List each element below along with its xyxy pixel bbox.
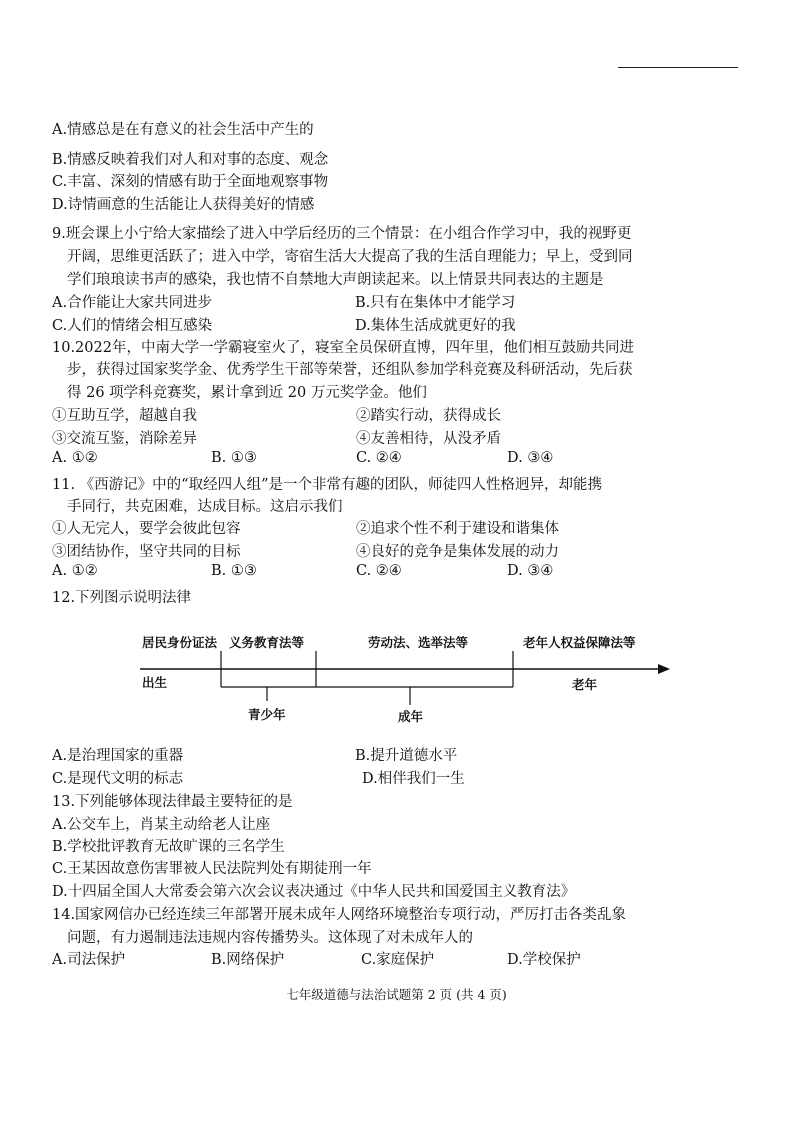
label-old-age: 老年 [572,677,598,692]
q10-stem-line3: 得 26 项学科竞赛奖，累计拿到近 20 万元奖学金。他们 [67,385,427,401]
label-compulsory-education-law: 义务教育法等 [229,635,305,650]
q11-statement-1: ①人无完人，要学会彼此包容 [52,521,241,537]
q10-option-d: D. ③④ [507,450,554,466]
q11-stem-line1: 11. 《西游记》中的“取经四人组”是一个非常有趣的团队，师徒四人性格迥异，却能携 [52,477,602,493]
q9-stem-line1: 9.班会课上小宁给大家描绘了进入中学后经历的三个情景：在小组合作学习中，我的视野更 [52,226,632,242]
q10-option-c: C. ②④ [356,450,402,466]
q14-option-c: C.家庭保护 [361,952,435,968]
q11-statement-4: ④良好的竞争是集体发展的动力 [356,544,559,560]
q13-option-d: D.十四届全国人大常委会第六次会议表决通过《中华人民共和国爱国主义教育法》 [52,884,576,900]
q9-stem-line3: 学们琅琅读书声的感染，我也情不自禁地大声朗读起来。以上情景共同表达的主题是 [67,272,604,288]
q10-option-a: A. ①② [52,450,98,466]
q8-option-a: A.情感总是在有意义的社会生活中产生的 [52,122,314,138]
q10-stem-line1: 10.2022年，中南大学一学霸寝室火了，寝室全员保研直博，四年里，他们相互鼓励共同进 [52,340,634,356]
q13-option-a: A.公交车上，肖某主动给老人让座 [52,817,271,833]
q10-option-b: B. ①③ [211,450,257,466]
label-adulthood: 成年 [398,709,424,724]
q12-option-c: C.是现代文明的标志 [52,771,184,787]
q8-option-c: C.丰富、深刻的情感有助于全面地观察事物 [52,174,329,190]
q13-stem: 13.下列能够体现法律最主要特征的是 [52,794,293,810]
q8-option-b: B.情感反映着我们对人和对事的态度、观念 [52,152,329,168]
label-elderly-rights-law: 老年人权益保障法等 [523,635,636,650]
q14-stem-line1: 14.国家网信办已经连续三年部署开展未成年人网络环境整治专项行动，严厉打击各类乱象 [52,907,627,923]
timeline-arrowhead [658,664,670,674]
q9-option-d: D.集体生活成就更好的我 [355,318,516,334]
q14-stem-line2: 问题，有力遏制违法违规内容传播势头。这体现了对未成年人的 [67,930,473,946]
q11-option-c: C. ②④ [356,563,402,579]
q12-option-a: A.是治理国家的重器 [52,748,184,764]
q9-stem-line2: 开阔，思维更活跃了；进入中学，寄宿生活大大提高了我的生活自理能力；早上，受到同 [67,249,633,265]
q12-stem: 12.下列图示说明法律 [52,590,192,606]
label-id-card-law: 居民身份证法 [142,635,218,650]
q10-statement-4: ④友善相待，从没矛盾 [356,431,501,447]
q12-option-d: D.相伴我们一生 [362,771,465,787]
q14-option-a: A.司法保护 [52,952,126,968]
q9-option-c: C.人们的情绪会相互感染 [52,318,213,334]
label-youth: 青少年 [248,707,286,722]
q12-option-b: B.提升道德水平 [355,748,458,764]
q10-statement-3: ③交流互鉴，消除差异 [52,431,197,447]
q11-option-b: B. ①③ [211,563,257,579]
q9-option-b: B.只有在集体中才能学习 [355,295,516,311]
q11-stem-line2: 手同行，共克困难，达成目标。这启示我们 [67,499,343,515]
label-labor-election-law: 劳动法、选举法等 [368,635,469,650]
q14-option-d: D.学校保护 [507,952,581,968]
q14-option-b: B.网络保护 [211,952,285,968]
q11-option-a: A. ①② [52,563,98,579]
q8-option-d: D.诗情画意的生活能让人获得美好的情感 [52,197,315,213]
label-birth: 出生 [142,675,168,690]
q9-option-a: A.合作能让大家共同进步 [52,295,213,311]
q10-statement-1: ①互助互学，超越自我 [52,408,197,424]
page-footer: 七年级道德与法治试题第 2 页 (共 4 页) [286,987,507,1002]
q11-option-d: D. ③④ [507,563,554,579]
header-rule [618,67,738,68]
q10-stem-line2: 步，获得过国家奖学金、优秀学生干部等荣誉，还组队参加学科竞赛及科研活动，先后获 [67,362,633,378]
q11-statement-2: ②追求个性不利于建设和谐集体 [356,521,559,537]
q10-statement-2: ②踏实行动，获得成长 [356,408,501,424]
q13-option-b: B.学校批评教育无故旷课的三名学生 [52,839,285,855]
q13-option-c: C.王某因故意伤害罪被人民法院判处有期徒刑一年 [52,861,372,877]
law-timeline-diagram [140,625,670,725]
q11-statement-3: ③团结协作，坚守共同的目标 [52,544,241,560]
